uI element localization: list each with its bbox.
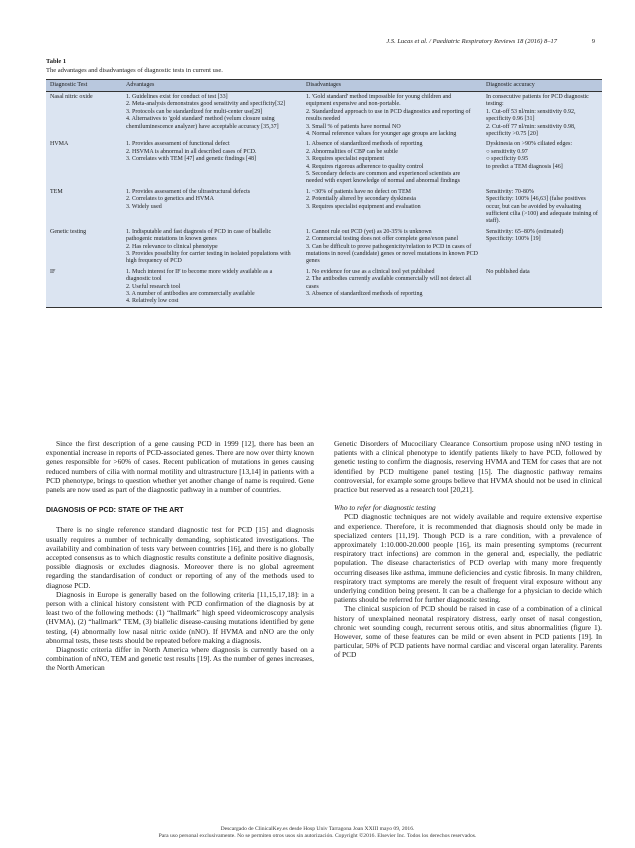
disadvantages-item: 2. Standardized approach to use in PCD diagnostics and reporting of results needed [306,108,471,123]
accuracy-item: 1. Cut-off 53 nl/min: sensitivity 0.92, specificity 0.96 [31] [486,108,576,123]
accuracy-item: Specificity: 100% [46,63] (false positives occur, but can be avoided by evaluating sufficient cilia (>100) and adequate training of staff). [486,196,598,225]
body-paragraph: Diagnosis in Europe is generally based on the following criteria [11,15,17,18]: in a person with a clinical history consistent with PCD confirmation of the diagnosis by at least two of the following methods: (1) “hallmark” high speed videomicroscopy analysis (HVMA), (2) “hallmark” TEM, (3) biallelic disease-causing mutations identified by gene testing, (4) abnormally low nasal nitric oxide (nNO). If HVMA and nNO are the only abnormal tests, these tests should be repeated before making a diagnosis. [46,589,314,645]
table-body [46,92,602,308]
right-paragraphs-main [334,512,602,659]
disadvantages-item: 2. Abnormalities of CBP can be subtle [306,148,398,155]
accuracy-item: to predict a TEM diagnosis [46] [486,163,563,170]
accuracy-cell [482,227,602,267]
subsection-heading: Who to refer for diagnostic testing [334,503,436,513]
accuracy-item: 2. Cut-off 77 nl/min: sensitivity 0.98, specificity >0.75 [20] [486,123,576,137]
accuracy-cell [482,267,602,308]
test-name-cell: Genetic testing [50,228,87,235]
table-label: Table 1 [46,58,67,65]
advantages-item: 3. Correlates with TEM [47] and genetic findings [48] [126,156,257,163]
disadvantages-item: 1. Absence of standardized methods of reporting [306,141,423,148]
disadvantages-item: 3. Absence of standardized methods of reporting [306,291,423,298]
table-row [46,267,602,308]
disadvantages-item: 1. No evidence for use as a clinical tool yet published [306,268,435,275]
advantages-item: 4. Alternatives to 'gold standard' method (velum closure using chemiluminescence analyzer) have acceptable accuracy [35,37] [126,116,279,130]
test-name-cell: IF [46,267,122,308]
section-heading: DIAGNOSIS OF PCD: STATE OF THE ART [46,507,184,515]
table-row [46,92,602,140]
advantages-cell [122,187,302,227]
advantages-cell [122,267,302,308]
disadvantages-item: 2. Commercial testing does not offer complete gene/exon panel [306,236,459,243]
table-header-row [46,80,602,92]
column-header: Disadvantages [302,80,482,92]
table-row [46,187,602,227]
left-paragraphs-intro [46,439,314,494]
accuracy-item: No published data [486,268,530,275]
test-name-cell: TEM [50,188,63,195]
advantages-item: 2. Meta-analysis demonstrates good sensitivity and specificity[32] [126,101,286,108]
disadvantages-item: 5. Secondary defects are common and experienced scientists are needed with expert knowledge of normal and abnormal findings [306,170,461,185]
disadvantages-item: 1. Cannot rule out PCD (yet) as 20-35% is unknown [306,228,432,235]
column-header: Diagnostic accuracy [482,80,602,92]
advantages-item: 2. Correlates to genetics and HVMA [126,196,214,203]
disadvantages-cell [302,92,482,140]
accuracy-item: Sensitivity: 70-80% [486,188,534,195]
left-paragraphs-main [46,525,314,672]
journal-citation: J.S. Lucas et al. / Paediatric Respiratory Reviews 18 (2016) 8–17 [386,38,557,45]
disadvantages-cell [302,267,482,308]
advantages-item: 3. Protocols can be standardized for multi-center use[29] [126,108,263,115]
body-paragraph: The clinical suspicion of PCD should be raised in case of a combination of a clinical history of unexplained neonatal respiratory distress, early onset of nasal congestion, chronic wet sounding cough, recurrent serous otitis, and situs abnormalities (figure 1). However, some of these features can be mild or even absent in PCD patients [19]. In particular, 50% of PCD patients have normal cardiac and visceral organ laterality. Parents of PCD [334,604,602,660]
footer-line-copyright: Para uso personal exclusivamente. No se permiten otros usos sin autorización. Copyright ©2016. Elsevier Inc. Todos los derechos reservados. [158,833,477,839]
disadvantages-item: 4. Normal reference values for younger age groups are lacking [306,130,457,137]
disadvantages-item: 1. 'Gold standard' method impossible for young children and equipment expensive and non-portable. [306,93,452,108]
download-footer [0,826,635,840]
footer-line-download: Descargado de ClinicalKey.es desde Hosp Univ Tarragona Joan XXIII mayo 09, 2016. [220,826,415,832]
accuracy-cell [482,140,602,187]
accuracy-item: Sensitivity: 65–80% (estimated) [486,228,564,235]
advantages-item: 2. Useful research tool [126,283,181,290]
disadvantages-item: 2. The antibodies currently available commercially will not detect all cases [306,276,472,290]
body-paragraph: Genetic Disorders of Mucociliary Clearance Consortium propose using nNO testing in patients with a clinical phenotype to identify patients likely to have PCD, followed by genetic testing to confirm the diagnosis, reserving HVMA and TEM for cases that are not identified by PCD multigene panel testing [15]. The diagnostic pathway remains controversial, for example some groups believe that HVMA should not be used in clinical practice but reserved as a research tool [20,21]. [334,439,602,495]
advantages-item: 4. Relatively low cost [126,298,179,305]
disadvantages-cell [302,187,482,227]
advantages-item: 1. Provides assessment of functional defect [126,141,230,148]
accuracy-cell [482,92,602,140]
accuracy-item: Dyskinesia on >90% ciliated edges: [486,141,573,148]
body-paragraph: PCD diagnostic techniques are not widely available and require extensive expertise and experience. Therefore, it is recommended that diagnosis should only be made in specialized centers [11,19]. Though PCD is a rare condition, with a prevalence of approximately 1:10.000-20.000 people [16], its main presenting symptoms (recurrent respiratory tract infections) are common in the general and, especially, the pediatric population. The disease characteristics of PCD overlap with many more frequently occurring diseases like asthma, immune deficiencies and cystic fibrosis. In many children, respiratory tract symptoms are merely the result of frequent viral exposure without any underlying condition being present. It can be a challenge for a physician to decide which patients should be referred for further diagnostic testing. [334,512,602,605]
disadvantages-item: 3. Requires specialist equipment and evaluation [306,203,421,210]
disadvantages-item: 2. Potentially altered by secondary dyskinesia [306,196,416,203]
table-row [46,227,602,267]
advantages-cell [122,140,302,187]
body-paragraph: Diagnostic criteria differ in North America where diagnosis is currently based on a combination of nNO, TEM and genetic test results [19]. As the number of genes increases, the North American [46,645,314,673]
right-paragraphs-intro [334,439,602,494]
advantages-item: 3. Provides possibility for carrier testing in isolated populations with high frequency of PCD [126,251,291,265]
body-paragraph: Since the first description of a gene causing PCD in 1999 [12], there has been an exponential increase in reports of PCD-associated genes. There are now over thirty known genes responsible for >60% of cases. Recent publication of mutations in genes causing reduced numbers of cilia with normal motility and ultrastructure [13,14] in patients with a PCD phenotype, brings to question whether yet another change of name is required. Gene panels are now used as part of the diagnostic pathway in a number of countries. [46,439,314,495]
accuracy-item: Specificity: 100% [19] [486,236,541,243]
disadvantages-cell [302,140,482,187]
accuracy-item: ○ specificity 0.95 [486,156,529,163]
disadvantages-cell [302,227,482,267]
accuracy-cell [482,187,602,227]
advantages-item: 1. Much interest for IF to become more widely available as a diagnostic tool [126,268,273,283]
body-paragraph: There is no single reference standard diagnostic test for PCD [15] and diagnosis usually requires a number of technically demanding, sophisticated investigations. The availability and combination of tests vary between countries [16], and there is no globally accepted consensus as to which diagnostic results constitute a definite positive diagnosis, possible diagnosis or excludes diagnosis. Moreover there is no global agreement regarding the standardisation of conduct or reporting of any of the methods used to diagnose PCD. [46,525,314,590]
accuracy-item: In consecutive patients for PCD diagnostic testing: [486,93,589,108]
advantages-item: 3. Widely used [126,203,162,210]
advantages-cell [122,92,302,140]
advantages-item: 1. Indisputable and fast diagnosis of PCD in case of biallelic pathogenic mutations in known genes [126,228,272,243]
test-name-cell: Nasal nitric oxide [50,93,93,100]
disadvantages-item: 3. Can be difficult to prove pathogenicity/relation to PCD in cases of mutations in novel (candidate) genes or novel mutations in known PCD genes [306,243,478,265]
advantages-item: 2. HSVMA is abnormal in all described cases of PCD. [126,148,257,155]
test-name-cell: HVMA [50,141,69,148]
column-header: Diagnostic Test [46,80,122,92]
advantages-item: 3. A number of antibodies are commercially available [126,291,255,298]
page-number: 9 [591,38,595,45]
table-row [46,140,602,187]
left-column [46,439,314,673]
accuracy-item: ○ sensitivity 0.97 [486,148,528,155]
advantages-cell [122,227,302,267]
column-header: Advantages [122,80,302,92]
advantages-item: 1. Provides assessment of the ultrastructural defects [126,188,251,195]
disadvantages-item: 3. Small % of patients have normal NO [306,123,401,130]
advantages-item: 1. Guidelines exist for conduct of test [33] [126,93,228,100]
table-caption: The advantages and disadvantages of diagnostic tests in current use. [46,66,223,74]
disadvantages-item: 3. Requires specialist equipment [306,156,384,163]
diagnostic-tests-table [46,79,602,308]
right-column [334,439,602,660]
table-caption-block [46,58,223,75]
disadvantages-item: 4. Requires rigorous adherence to quality control [306,163,424,170]
disadvantages-item: 1. ~30% of patients have no defect on TEM [306,188,411,195]
advantages-item: 2. Has relevance to clinical phenotype [126,243,218,250]
